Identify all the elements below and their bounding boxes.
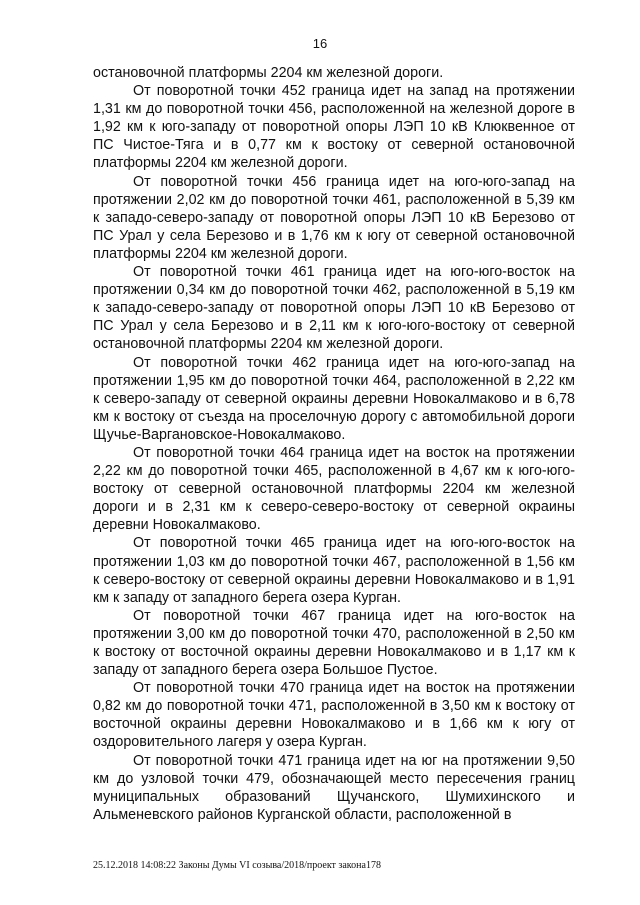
paragraph: От поворотной точки 452 граница идет на запад на протяжении 1,31 км до поворотной точки 456, расположенной на железной дороге в 1,92 км к юго-западу от поворотной опоры ЛЭП 10 кВ Клюквенное от ПС Чистое-Тяга и в 0,77 км к востоку от северной остановочной платформы 2204 км железной дороги. xyxy=(93,83,575,172)
paragraph: От поворотной точки 471 граница идет на юг на протяжении 9,50 км до узловой точки 479, обозначающей место пересечения границ муниципальных образований Щучанского, Шумихинского и Альменевского районов Курганской области, расположенной в xyxy=(93,752,575,823)
document-body xyxy=(93,64,575,824)
paragraph: От поворотной точки 470 граница идет на восток на протяжении 0,82 км до поворотной точки 471, расположенной в 3,50 км к востоку от восточной окраины деревни Новокалмаково и в 1,66 км к югу от оздоровительного лагеря у озера Курган. xyxy=(93,680,575,751)
paragraph: От поворотной точки 465 граница идет на юго-юго-восток на протяжении 1,03 км до поворотной точки 467, расположенной в 1,56 км к северо-востоку от северной окраины деревни Новокалмаково и в 1,91 км к западу от западного берега озера Курган. xyxy=(93,535,575,606)
paragraph: От поворотной точки 467 граница идет на юго-восток на протяжении 3,00 км до поворотной точки 470, расположенной в 2,50 км к востоку от восточной окраины деревни Новокалмаково и в 1,17 км к западу от западного берега озера Большое Пустое. xyxy=(93,607,575,679)
paragraph-continued: остановочной платформы 2204 км железной дороги. xyxy=(93,65,444,81)
document-footer: 25.12.2018 14:08:22 Законы Думы VI созыва/2018/проект закона178 xyxy=(93,860,381,871)
page-number: 16 xyxy=(312,36,328,51)
paragraph: От поворотной точки 461 граница идет на юго-юго-восток на протяжении 0,34 км до поворотной точки 462, расположенной в 5,19 км к западо-северо-западу от поворотной опоры ЛЭП 10 кВ Березово от ПС Урал у села Березово и в 2,11 км к юго-юго-востоку от северной остановочной платформы 2204 км железной дороги. xyxy=(93,264,575,353)
paragraph: От поворотной точки 456 граница идет на юго-юго-запад на протяжении 2,02 км до поворотной точки 461, расположенной в 5,39 км к западо-северо-западу от поворотной опоры ЛЭП 10 кВ Березово от ПС Урал у села Березово и в 1,76 км к югу от северной остановочной платформы 2204 км железной дороги. xyxy=(93,173,575,262)
paragraph: От поворотной точки 462 граница идет на юго-юго-запад на протяжении 1,95 км до поворотной точки 464, расположенной в 2,22 км к северо-западу от северной окраины деревни Новокалмаково и в 6,78 км к востоку от съезда на проселочную дорогу с автомобильной дороги Щучье-Варгановское-Новокалмаково. xyxy=(93,354,575,443)
paragraph: От поворотной точки 464 граница идет на восток на протяжении 2,22 км до поворотной точки 465, расположенной в 4,67 км к юго-юго-востоку от северной остановочной платформы 2204 км железной дороги и в 2,31 км к северо-северо-востоку от северной окраины деревни Новокалмаково. xyxy=(93,444,575,534)
